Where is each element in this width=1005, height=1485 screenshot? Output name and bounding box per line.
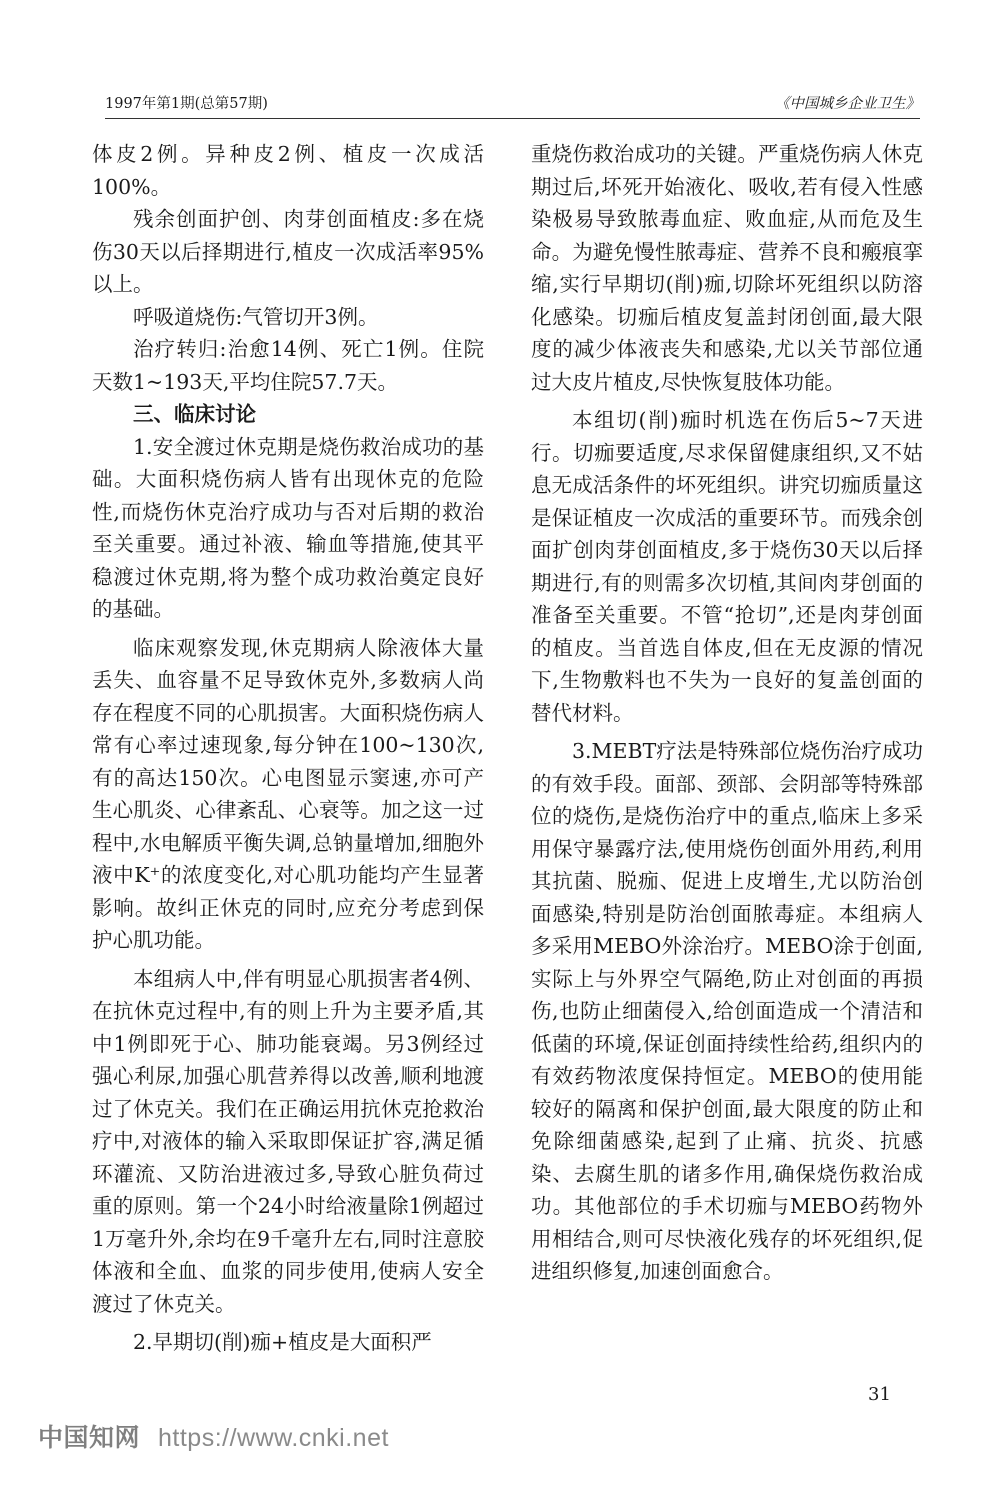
left-column	[92, 138, 484, 1359]
paragraph: 呼吸道烧伤:气管切开3例。	[133, 304, 379, 329]
paragraph: 本组切(削)痂时机选在伤后5~7天进行。切痂要适度,尽求保留健康组织,又不姑息无成活条件的坏死组织。讲究切痂质量这是保证植皮一次成活的重要环节。而残余创面扩创肉芽创面植皮,多于烧伤30天以后择期进行,有的则需多次切植,其间肉芽创面的准备至关重要。不管“抢切”,还是肉芽创面的植皮。当首选自体皮,但在无皮源的情况下,生物敷料也不失为一良好的复盖创面的替代材料。	[531, 408, 923, 725]
running-header	[105, 90, 920, 119]
paragraph: 1.安全渡过休克期是烧伤救治成功的基础。大面积烧伤病人皆有出现休克的危险性,而烧伤休克治疗成功与否对后期的救治至关重要。通过补液、输血等措施,使其平稳渡过休克期,将为整个成功救治奠定良好的基础。	[92, 434, 484, 621]
section-heading: 三、临床讨论	[133, 402, 256, 426]
journal-name: 《中国城乡企业卫生》	[775, 96, 920, 112]
paragraph: 治疗转归:治愈14例、死亡1例。住院天数1~193天,平均住院57.7天。	[92, 337, 484, 394]
right-column	[531, 138, 923, 1288]
paragraph: 2.早期切(削)痂+植皮是大面积严	[133, 1330, 432, 1354]
issue-info: 1997年第1期(总第57期)	[105, 96, 268, 112]
paragraph: 临床观察发现,休克期病人除液体大量丢失、血容量不足导致休克外,多数病人尚存在程度不同的心肌损害。大面积烧伤病人常有心率过速现象,每分钟在100~130次,有的高达150次。心电图显示窦速,亦可产生心肌炎、心律紊乱、心衰等。加之这一过程中,水电解质平衡失调,总钠量增加,细胞外液中K⁺的浓度变化,对心肌功能均产生显著影响。故纠正休克的同时,应充分考虑到保护心肌功能。	[92, 635, 484, 952]
paragraph: 残余创面护创、肉芽创面植皮:多在烧伤30天以后择期进行,植皮一次成活率95%以上。	[92, 207, 484, 296]
page-number: 31	[868, 1384, 891, 1405]
watermark-brand: 中国知网	[38, 1424, 141, 1452]
cnki-watermark	[38, 1418, 389, 1454]
paragraph: 本组病人中,伴有明显心肌损害者4例、在抗休克过程中,有的则上升为主要矛盾,其中1例即死于心、肺功能衰竭。另3例经过强心利尿,加强心肌营养得以改善,顺利地渡过了休克关。我们在正确运用抗休克抢救治疗中,对液体的输入采取即保证扩容,满足循环灌流、又防治进液过多,导致心脏负荷过重的原则。第一个24小时给液量除1例超过1万毫升外,余均在9千毫升左右,同时注意胶体液和全血、血浆的同步使用,使病人安全渡过了休克关。	[92, 966, 484, 1316]
paragraph: 体皮2例。异种皮2例、植皮一次成活100%。	[92, 142, 484, 199]
paragraph: 重烧伤救治成功的关键。严重烧伤病人休克期过后,坏死开始液化、吸收,若有侵入性感染极易导致脓毒血症、败血症,从而危及生命。为避免慢性脓毒症、营养不良和瘢痕挛缩,实行早期切(削)痂,切除坏死组织以防溶化感染。切痂后植皮复盖封闭创面,最大限度的减少体液丧失和感染,尤以关节部位通过大皮片植皮,尽快恢复肢体功能。	[531, 142, 923, 394]
paragraph: 3.MEBT疗法是特殊部位烧伤治疗成功的有效手段。面部、颈部、会阴部等特殊部位的烧伤,是烧伤治疗中的重点,临床上多采用保守暴露疗法,使用烧伤创面外用药,利用其抗菌、脱痂、促进上皮增生,尤以防治创面感染,特别是防治创面脓毒症。本组病人多采用MEBO外涂治疗。MEBO涂于创面,实际上与外界空气隔绝,防止对创面的再损伤,也防止细菌侵入,给创面造成一个清洁和低菌的环境,保证创面持续性给药,组织内的有效药物浓度保持恒定。MEBO的使用能较好的隔离和保护创面,最大限度的防止和免除细菌感染,起到了止痛、抗炎、抗感染、去腐生肌的诸多作用,确保烧伤救治成功。其他部位的手术切痂与MEBO药物外用相结合,则可尽快液化残存的坏死组织,促进组织修复,加速创面愈合。	[531, 739, 923, 1283]
watermark-url: https://www.cnki.net	[158, 1424, 389, 1452]
